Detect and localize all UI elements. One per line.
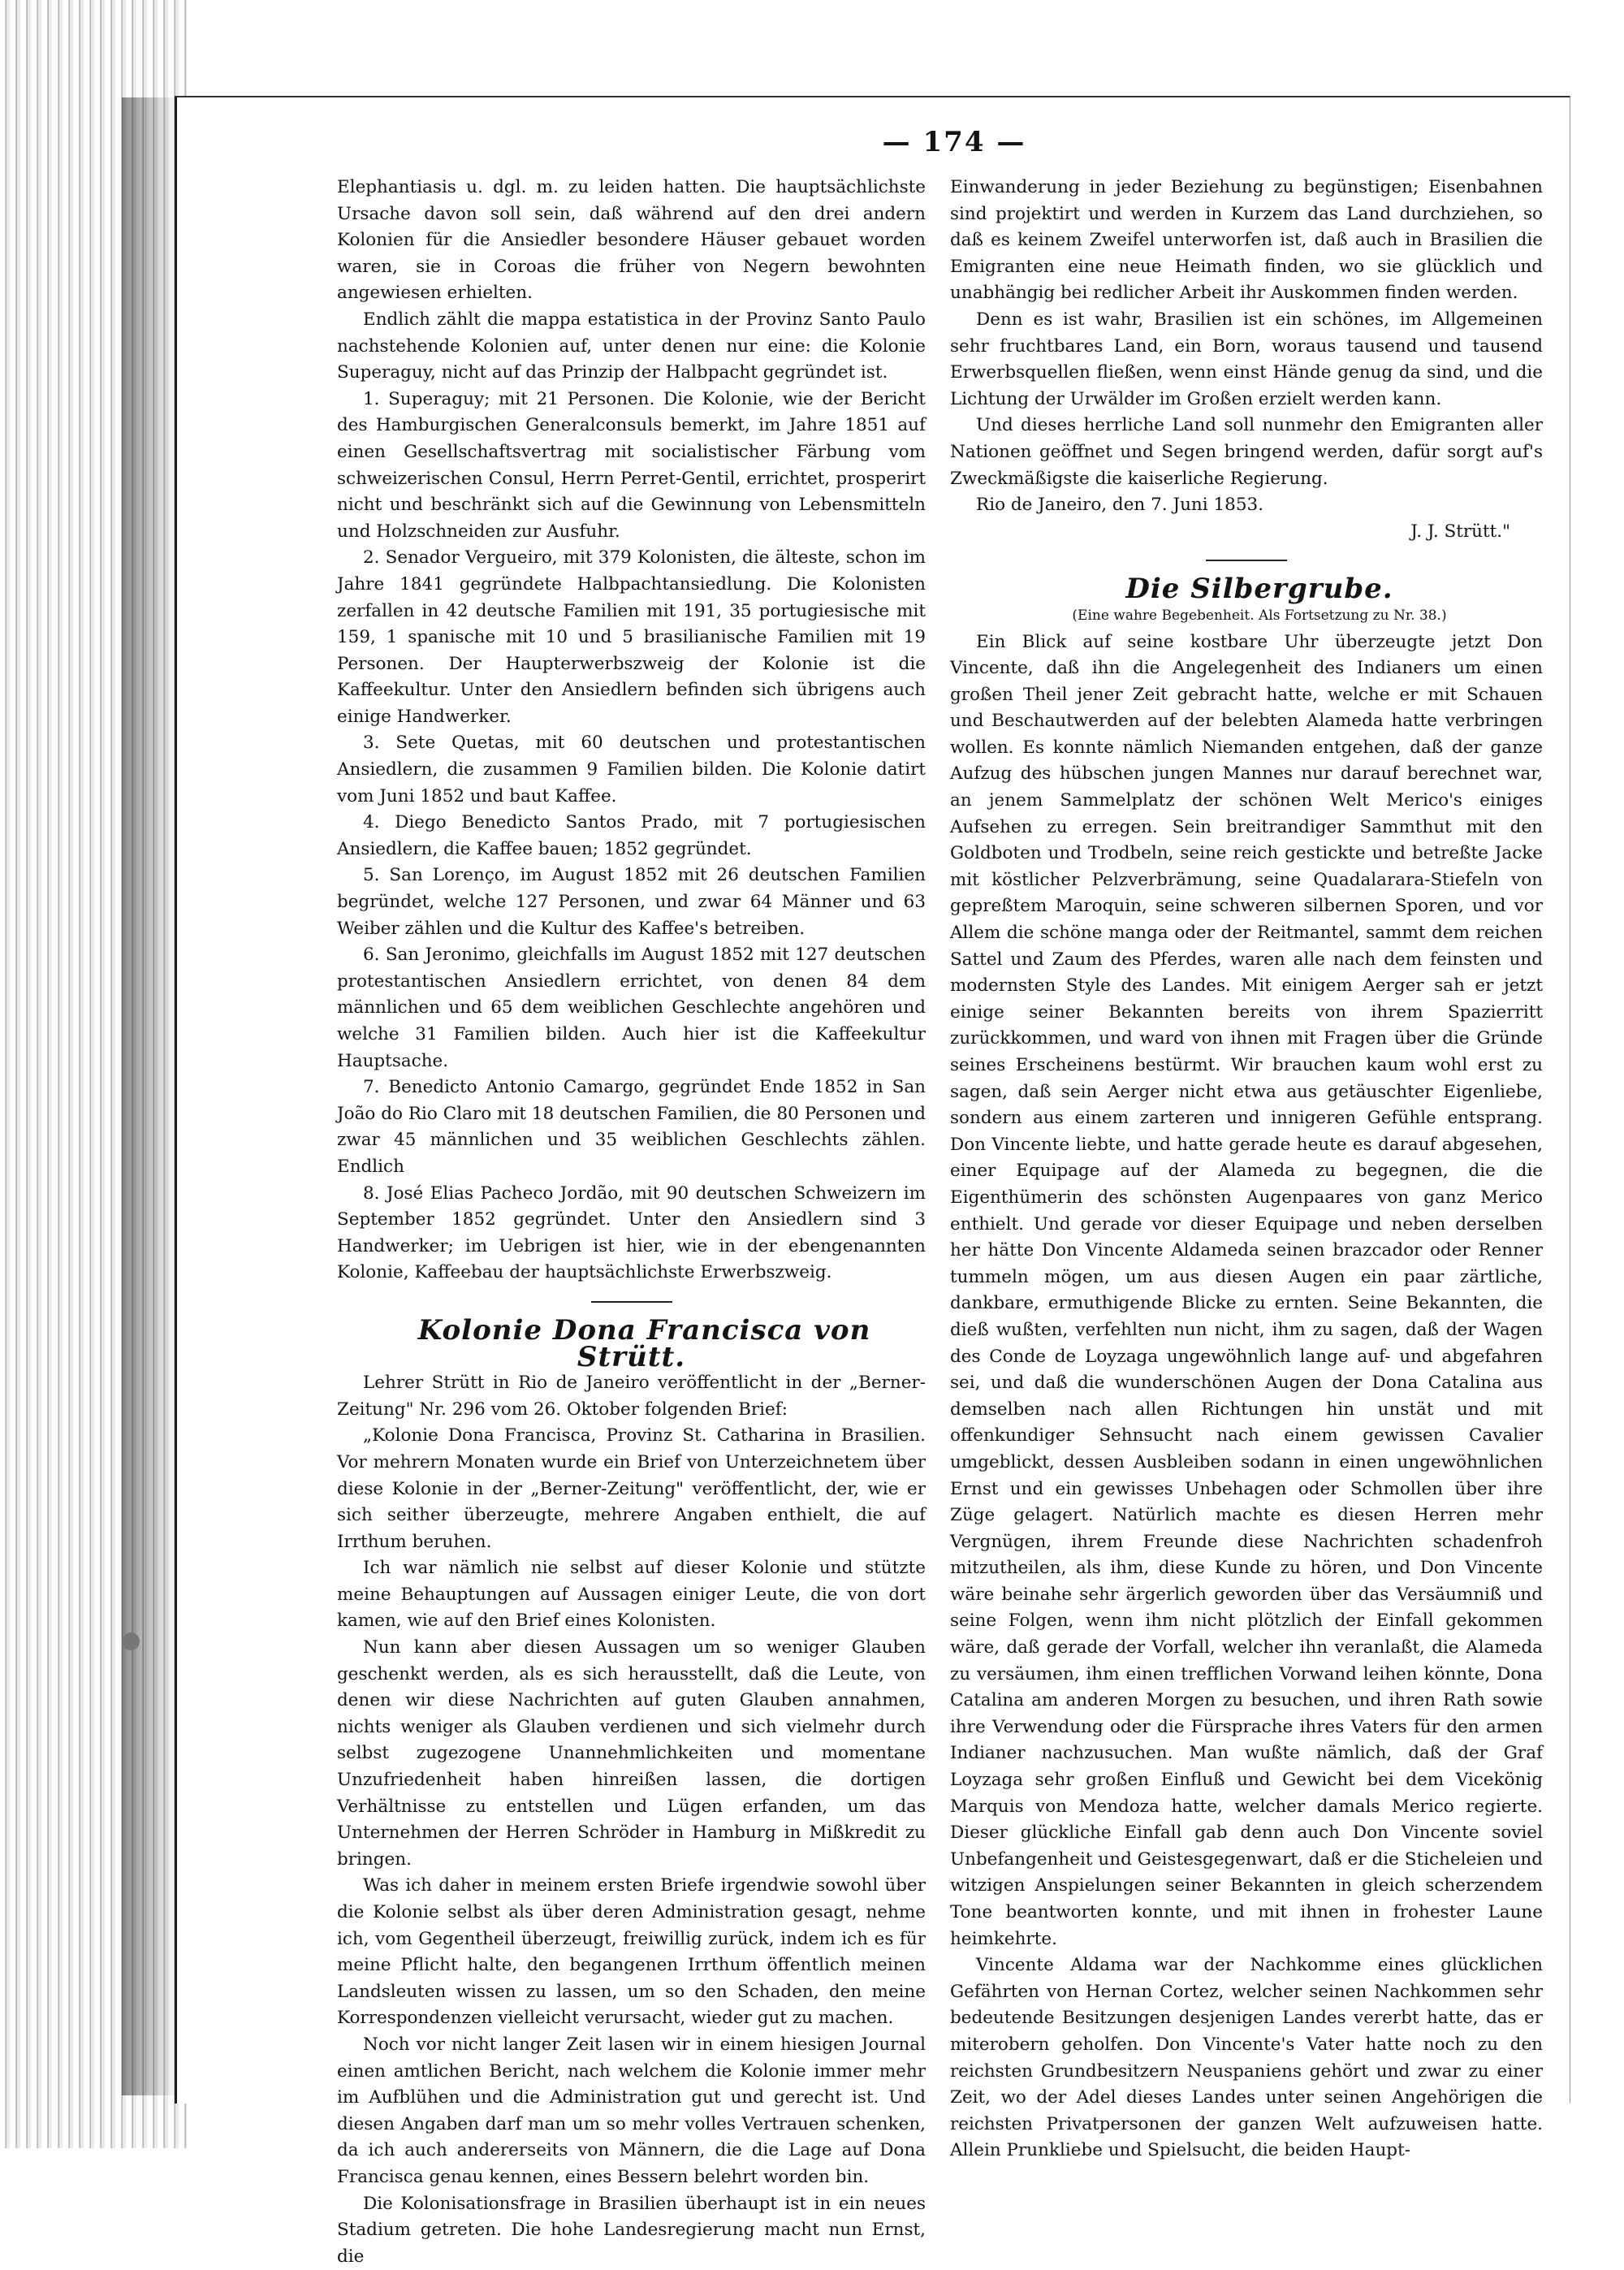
paragraph: „Kolonie Dona Francisca, Provinz St. Catharina in Brasilien. Vor mehrern Monaten wurde ein Brief von Unterzeichnetem über diese Kolonie in der „Berner-Zeitung" veröffentlicht, der, wie er sich seither überzeugte, mehrere Angaben enthielt, die auf Irrthum beruhen. bbox=[337, 1425, 926, 1552]
paragraph: Ich war nämlich nie selbst auf dieser Kolonie und stützte meine Behauptungen auf Aussagen einiger Leute, die von dort kamen, wie auf den Brief eines Kolonisten. bbox=[337, 1558, 926, 1632]
paragraph: Einwanderung in jeder Beziehung zu begünstigen; Eisenbahnen sind projektirt und werden in Kurzem das Land durchziehen, so daß es keinem Zweifel unterworfen ist, daß auch in Brasilien die Emigranten eine neue Heimath finden, wo sie glücklich und unabhängig bei redlicher Arbeit ihr Auskommen finden werden. bbox=[950, 177, 1543, 304]
paragraph: Und dieses herrliche Land soll nunmehr den Emigranten aller Nationen geöffnet und Segen bringend werden, dafür sorgt auf's Zweckmäßigste die kaiserliche Regierung. bbox=[950, 415, 1543, 489]
page-number: — 174 — bbox=[882, 126, 1026, 158]
paragraph: Elephantiasis u. dgl. m. zu leiden hatten. Die hauptsächlichste Ursache davon soll sein, daß während auf den drei andern Kolonien für die Ansiedler besondere Häuser gebauet worden waren, sie in Coroas die früher von Negern bewohnten angewiesen erhielten. bbox=[337, 177, 926, 304]
paragraph: Noch vor nicht langer Zeit lasen wir in einem hiesigen Journal einen amtlichen Bericht, nach welchem die Kolonie immer mehr im Aufblühen und die Administration gut und gerecht ist. Und diesen Angaben darf man um so mehr volles Vertrauen schenken, da ich auch andererseits von Männern, die die Lage auf Dona Francisca genau kennen, eines Bessern belehrt worden bin. bbox=[337, 2034, 926, 2187]
paragraph: Die Kolonisationsfrage in Brasilien überhaupt ist in ein neues Stadium getreten. Die hohe Landesregierung macht nun Ernst, die bbox=[337, 2193, 926, 2267]
section-divider bbox=[591, 1301, 672, 1303]
section-divider bbox=[1206, 560, 1287, 561]
section-heading-silbergrube: Die Silbergrube. bbox=[1125, 573, 1393, 606]
paragraph: Ein Blick auf seine kostbare Uhr überzeugte jetzt Don Vincente, daß ihn die Angelegenheit des Indianers um einen großen Theil jener Zeit gebracht hatte, welche er mit Schauen und Beschautwerden auf der belebten Alameda hatte verbringen wollen. Es konnte nämlich Niemanden entgehen, daß der ganze Aufzug des hübschen jungen Mannes nur darauf berechnet war, an jenem Sammelplatz der schönen Welt Merico's einiges Aufsehen zu erregen. Sein breitrandiger Sammthut mit den Goldboten und Trodbeln, seine reich gestickte und betreßte Jacke mit köstlicher Pelzverbrämung, seine Quadalarara-Stiefeln von gepreßtem Maroquin, seine schweren silbernen Sporen, und vor Allem die schöne manga oder der Reitmantel, sammt dem reichen Sattel und Zaum des Pferdes, waren alle nach dem feinsten und modernsten Style des Landes. Mit einigem Aerger sah er jetzt einige seiner Bekannten bereits von ihrem Spazierritt zurückkommen, und ward von ihnen mit Fragen über die Gründe seines Erscheinens bestürmt. Wir brauchen kaum wohl erst zu sagen, daß sein Aerger nicht etwa aus getäuschter Eigenliebe, sondern aus einem zarteren und innigeren Gefühle entsprang. Don Vincente liebte, und hatte gerade heute es darauf abgesehen, einer Equipage auf der Alameda zu begegnen, die die Eigenthümerin des schönsten Augenpaares von ganz Merico enthielt. Und gerade vor dieser Equipage und neben derselben her hätte Don Vincente Aldameda seinen brazcador oder Renner tummeln mögen, um aus diesen Augen ein paar zärtliche, dankbare, ermuthigende Blicke zu ernten. Seine Bekannten, die dieß wußten, verfehlten nun nicht, ihm zu sagen, daß der Wagen des Conde de Loyzaga ungewöhnlich lange auf- und abgefahren sei, und daß die wunderschönen Augen der Dona Catalina aus demselben nach allen Richtungen hin unstät und mit offenkundiger Sehnsucht nach einem gewissen Cavalier umgeblickt, dessen Ausbleiben sodann in einen ungewöhnlichen Ernst und ein gewisses Unbehagen oder Schmollen über ihre Züge gelagert. Natürlich machte es diesen Herren mehr Vergnügen, ihrem Freunde diese Nachrichten schadenfroh mitzutheilen, als ihm, diese Kunde zu hören, und Don Vincente wäre beinahe sehr ärgerlich geworden über das Versäumniß und seine Folgen, wenn ihm nicht plötzlich der Einfall gekommen wäre, daß gerade der Vorfall, welcher ihn veranlaßt, die Alameda zu versäumen, ihm einen trefflichen Vorwand leihen könnte, Dona Catalina am anderen Morgen zu besuchen, und ihren Rath sowie ihre Verwendung oder die Fürsprache ihres Vaters für den armen Indianer nachzusuchen. Man wußte nämlich, daß der Graf Loyzaga sehr großen Einfluß und Gewicht bei dem Vicekönig Marquis von Mendoza hatte, welcher damals Merico regierte. Dieser glückliche Einfall gab denn auch Don Vincente soviel Unbefangenheit und Geistesgegenwart, daß er die Sticheleien und witzigen Anspielungen seiner Bekannten in gleich scherzendem Tone beantworten konnte, und mit ihnen in frohester Laune heimkehrte. bbox=[950, 631, 1543, 1949]
section-heading-dona-francisca: Kolonie Dona Francisca von Strütt. bbox=[417, 1313, 871, 1373]
paragraph: Lehrer Strütt in Rio de Janeiro veröffentlicht in der „Berner-Zeitung" Nr. 296 vom 26. Oktober folgenden Brief: bbox=[337, 1373, 926, 1420]
dateline: Rio de Janeiro, den 7. Juni 1853. bbox=[976, 495, 1264, 516]
paragraph: 3. Sete Quetas, mit 60 deutschen und protestantischen Ansiedlern, die zusammen 9 Familien bilden. Die Kolonie datirt vom Juni 1852 und baut Kaffee. bbox=[337, 733, 926, 806]
paragraph: 6. San Jeronimo, gleichfalls im August 1852 mit 127 deutschen protestantischen Ansiedlern errichtet, von denen 84 dem männlichen und 65 dem weiblichen Geschlechte angehören und welche 31 Familien bilden. Auch hier ist die Kaffeekultur Hauptsache. bbox=[337, 945, 926, 1071]
paragraph: Vincente Aldama war der Nachkomme eines glücklichen Gefährten von Hernan Cortez, welcher seinen Nachkommen sehr bedeutende Besitzungen desjenigen Landes vererbt hatte, das er miterobern geholfen. Don Vincente's Vater hatte noch zu den reichsten Grundbesitzern Neuspaniens gehört und zwar zu einer Zeit, wo der Adel dieses Landes unter seinen Angehörigen die reichsten Privatpersonen der ganzen Welt aufzuweisen hatte. Allein Prunkliebe und Spielsucht, die beiden Haupt- bbox=[950, 1955, 1543, 2161]
right-column bbox=[950, 175, 1543, 2164]
paragraph: 2. Senador Vergueiro, mit 379 Kolonisten, die älteste, schon im Jahre 1841 gegründete Halbpachtansiedlung. Die Kolonisten zerfallen in 42 deutsche Familien mit 191, 35 portugiesische mit 159, 1 spanische mit 10 und 5 brasilianische Familien mit 19 Personen. Der Haupterwerbszweig der Kolonie ist die Kaffeekultur. Unter den Ansiedlern befinden sich übrigens auch einige Handwerker. bbox=[337, 547, 926, 727]
paragraph: 8. José Elias Pacheco Jordão, mit 90 deutschen Schweizern im September 1852 gegründet. Unter den Ansiedlern sind 3 Handwerker; im Uebrigen ist hier, wie in der ebengenannten Kolonie, Kaffeebau der hauptsächlichste Erwerbszweig. bbox=[337, 1183, 926, 1283]
paragraph: Was ich daher in meinem ersten Briefe irgendwie sowohl über die Kolonie selbst als über deren Administration gesagt, nehme ich, vom Gegentheil überzeugt, freiwillig zurück, indem ich es für meine Pflicht halte, den begangenen Irrthum öffentlich meinen Landsleuten wissen zu lassen, um so den Schaden, den meine Korrespondenzen vielleicht verursacht, wieder gut zu machen. bbox=[337, 1875, 926, 2029]
paragraph: 4. Diego Benedicto Santos Prado, mit 7 portugiesischen Ansiedlern, die Kaffee bauen; 1852 gegründet. bbox=[337, 812, 926, 859]
signature: J. J. Strütt." bbox=[1410, 521, 1510, 542]
section-subheading: (Eine wahre Begebenheit. Als Fortsetzung zu Nr. 38.) bbox=[1072, 607, 1447, 624]
paragraph: 1. Superaguy; mit 21 Personen. Die Kolonie, wie der Bericht des Hamburgischen Generalconsuls bemerkt, im Jahre 1851 auf einen Gesellschaftsvertrag mit socialistischer Färbung vom schweizerischen Consul, Herrn Perret-Gentil, errichtet, prosperirt nicht und beschränkt sich auf die Gewinnung von Lebensmitteln und Holzschneiden zur Ausfuhr. bbox=[337, 388, 926, 542]
paragraph: Denn es ist wahr, Brasilien ist ein schönes, im Allgemeinen sehr fruchtbares Land, ein Born, woraus tausend und tausend Erwerbsquellen fließen, wenn einst Hände genug da sind, und die Lichtung der Urwälder im Großen erzielt werden kann. bbox=[950, 309, 1543, 409]
paragraph: 7. Benedicto Antonio Camargo, gegründet Ende 1852 in San João do Rio Claro mit 18 deutschen Familien, die 80 Personen und zwar 45 männlichen und 35 weiblichen Geschlechts zählen. Endlich bbox=[337, 1077, 926, 1177]
left-column bbox=[337, 175, 926, 2270]
paragraph: Endlich zählt die mappa estatistica in der Provinz Santo Paulo nachstehende Kolonien auf, unter denen nur eine: die Kolonie Superaguy, nicht auf das Prinzip der Halbpacht gegründet ist. bbox=[337, 309, 926, 383]
paragraph: Nun kann aber diesen Aussagen um so weniger Glauben geschenkt werden, als es sich herausstellt, daß die Leute, von denen wir diese Nachrichten auf guten Glauben annahmen, nichts weniger als Glauben verdienen und sich vielmehr durch selbst zugezogene Unannehmlichkeiten und momentane Unzufriedenheit haben hinreißen lassen, die dortigen Verhältnisse zu entstellen und Lügen erfanden, um das Unternehmen der Herren Schröder in Hamburg in Mißkredit zu bringen. bbox=[337, 1637, 926, 1870]
paragraph: 5. San Lorenço, im August 1852 mit 26 deutschen Familien begründet, welche 127 Personen, und zwar 64 Männer und 63 Weiber zählen und die Kultur des Kaffee's betreiben. bbox=[337, 865, 926, 939]
gutter-spot bbox=[122, 1632, 140, 1650]
